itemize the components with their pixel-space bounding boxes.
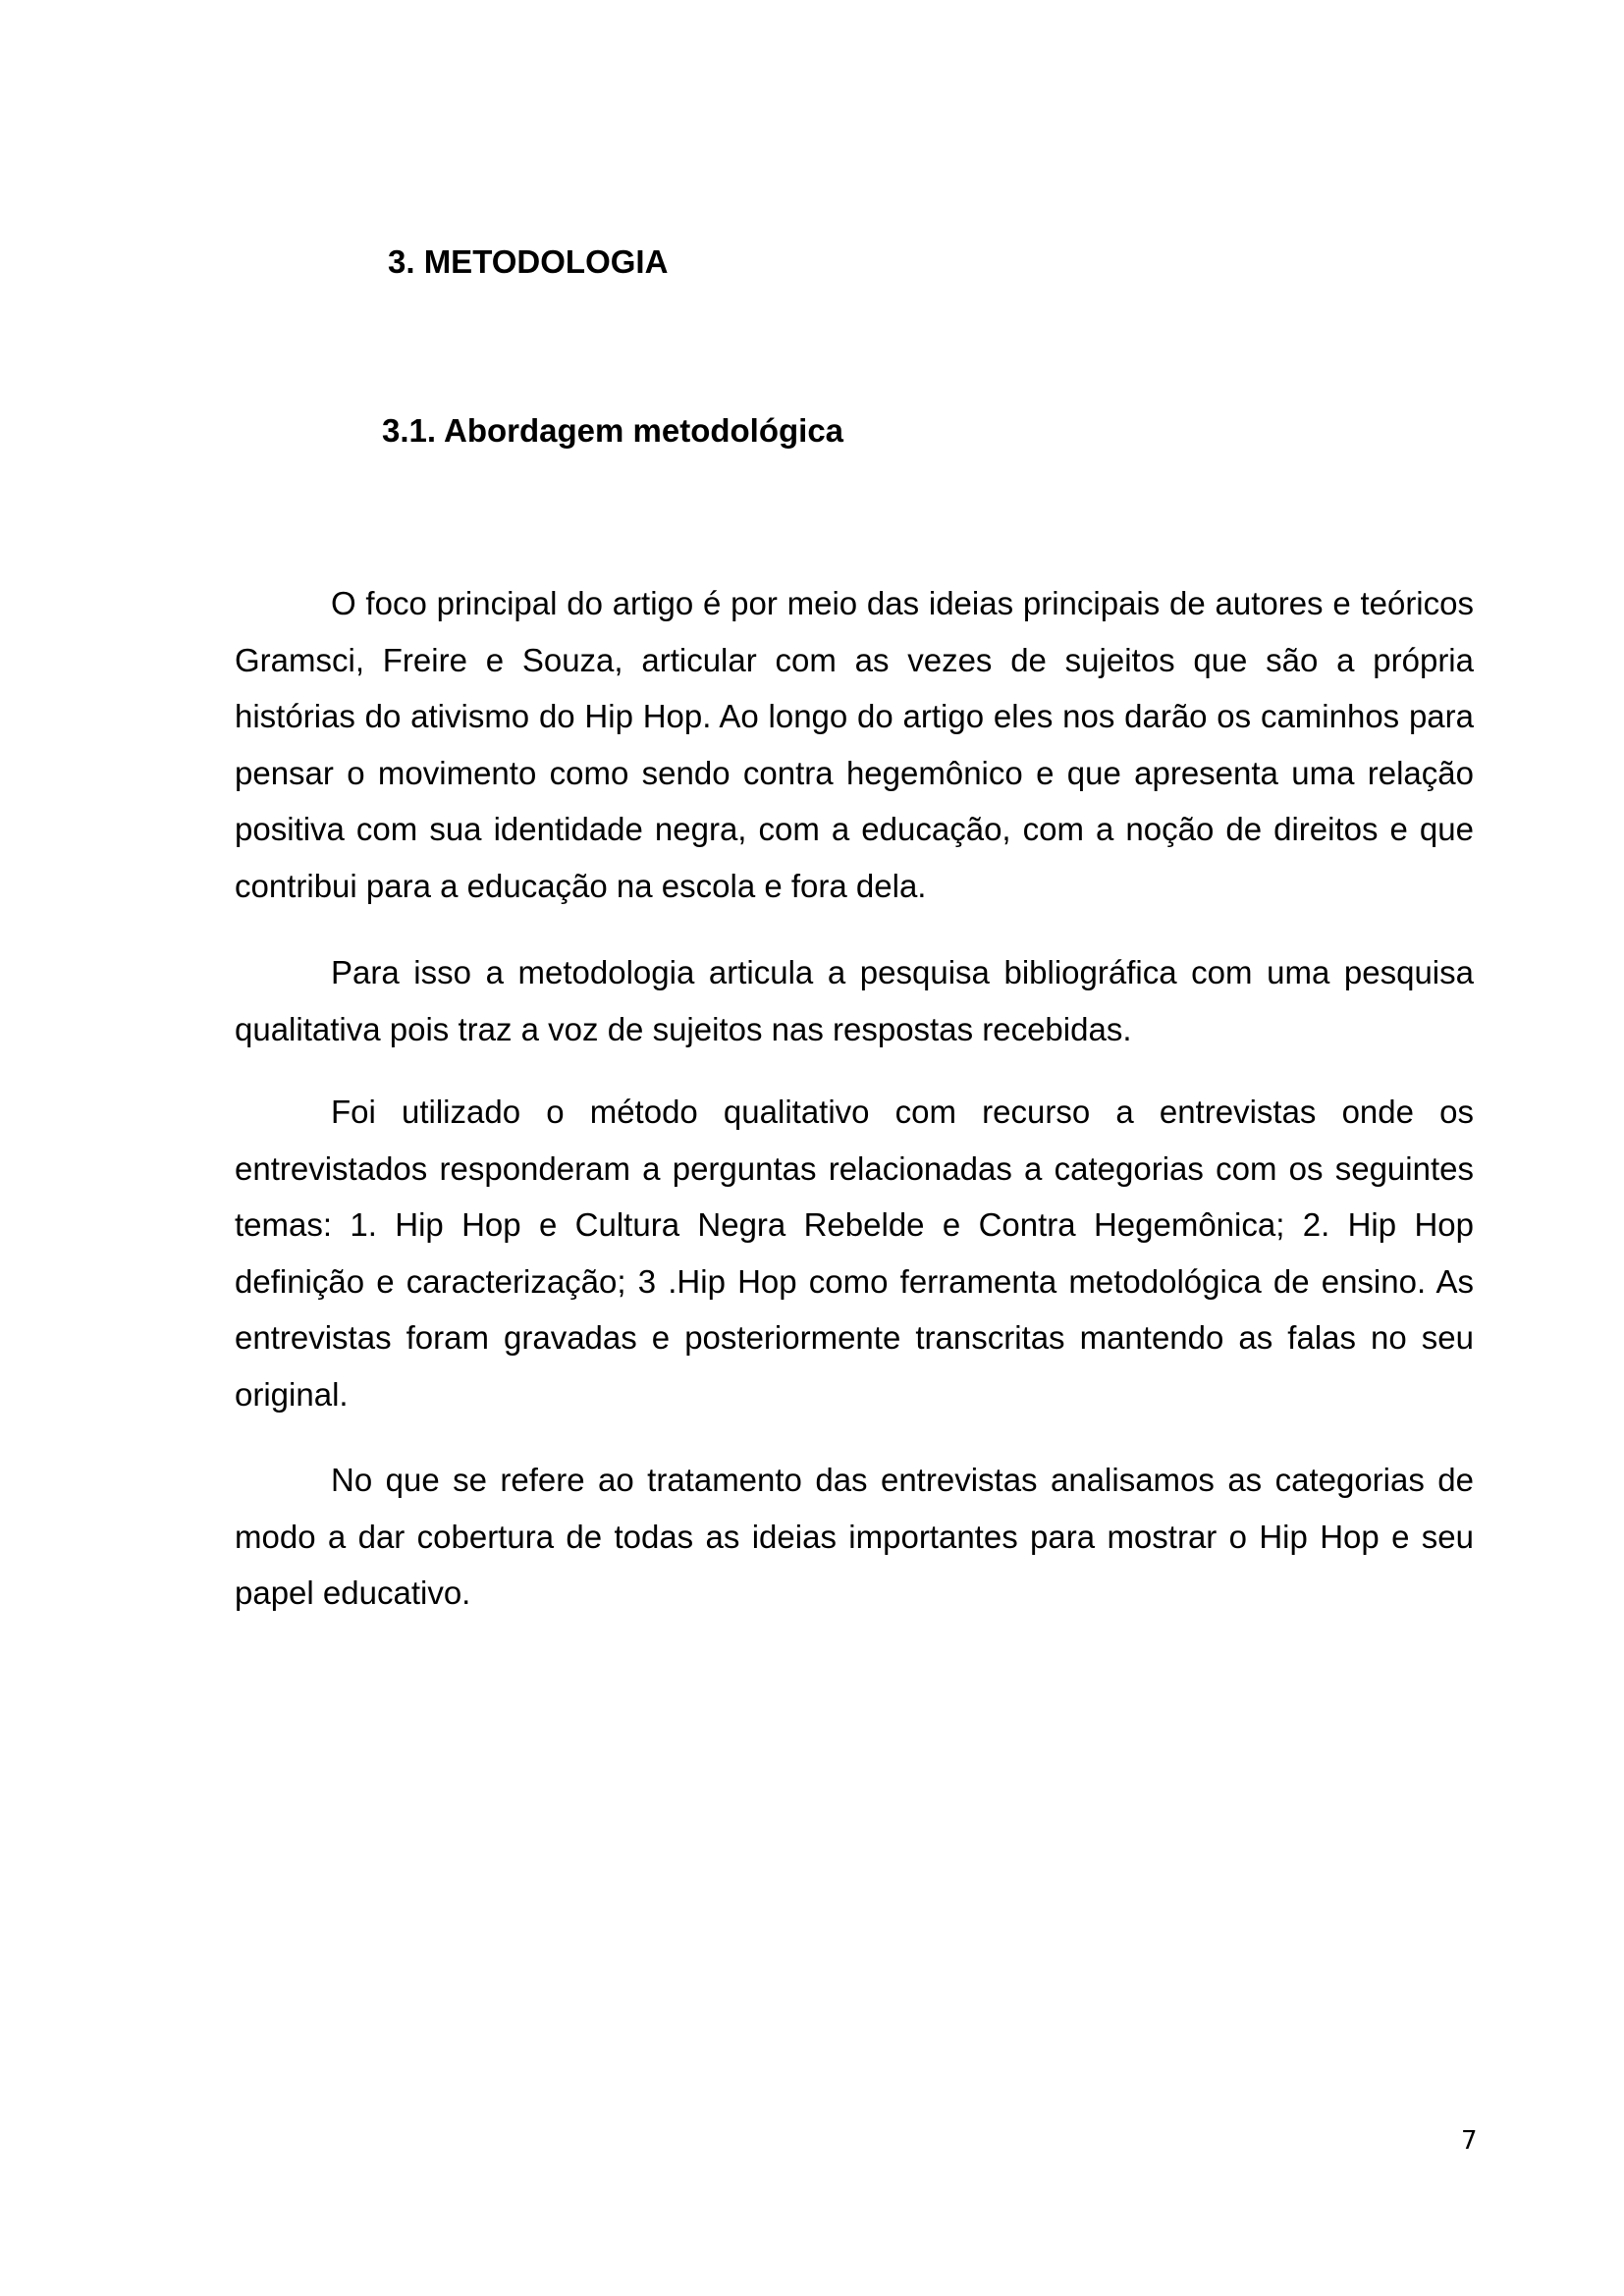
chapter-heading: 3. METODOLOGIA (388, 243, 669, 280)
paragraph-1-text: O foco principal do artigo é por meio das ideias principais de autores e teóricos Gramsci, Freire e Souza, articular com as vezes de sujeitos que são a própria histórias do ativismo do Hip Hop. Ao longo do artigo eles nos darão os caminhos para pensar o movimento como sendo contra hegemônico e que apresenta uma relação positiva com sua identidade negra, com a educação, com a noção de direitos e que contribui para a educação na escola e fora dela. (235, 585, 1474, 904)
paragraph-2 (235, 944, 1474, 1057)
paragraph-4-text: No que se refere ao tratamento das entrevistas analisamos as categorias de modo a dar cobertura de todas as ideias importantes para mostrar o Hip Hop e seu papel educativo. (235, 1462, 1474, 1611)
section-heading: 3.1. Abordagem metodológica (382, 412, 844, 449)
page-number: 7 (1461, 2126, 1478, 2156)
paragraph-3-text: Foi utilizado o método qualitativo com recurso a entrevistas onde os entrevistados responderam a perguntas relacionadas a categorias com os seguintes temas: 1. Hip Hop e Cultura Negra Rebelde e Contra Hegemônica; 2. Hip Hop definição e caracterização; 3 .Hip Hop como ferramenta metodológica de ensino. As entrevistas foram gravadas e posteriormente transcritas mantendo as falas no seu original. (235, 1094, 1474, 1413)
paragraph-2-text: Para isso a metodologia articula a pesquisa bibliográfica com uma pesquisa qualitativa pois traz a voz de sujeitos nas respostas recebidas. (235, 954, 1474, 1047)
paragraph-1 (235, 575, 1474, 914)
paragraph-3 (235, 1084, 1474, 1422)
paragraph-4 (235, 1452, 1474, 1622)
